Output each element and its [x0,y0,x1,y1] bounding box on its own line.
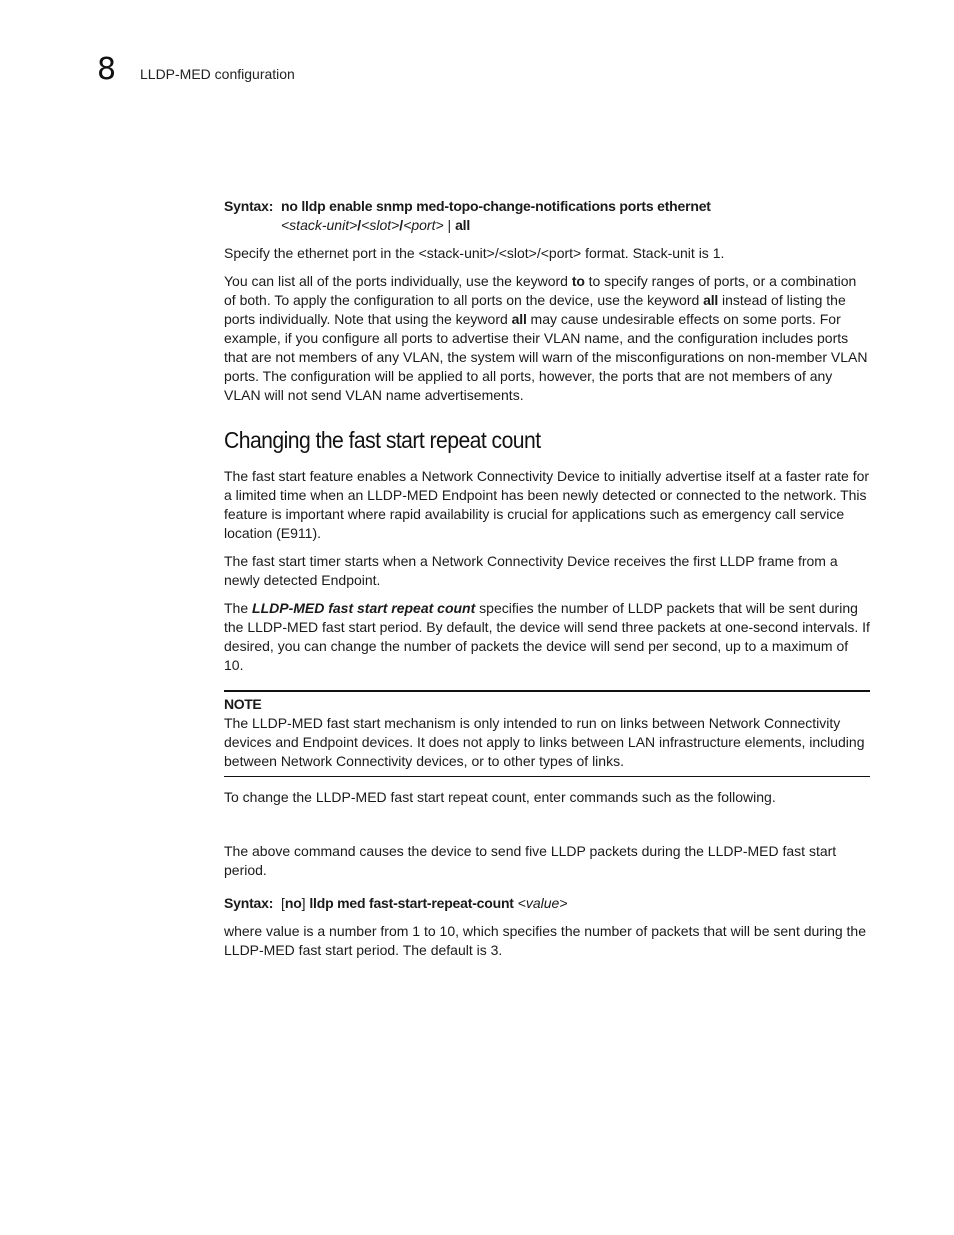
syntax-label: Syntax: [224,198,274,214]
text-run: The [224,600,253,616]
keyword-all: all [511,311,527,327]
text-run: instead of listing the ports individually. Note that using the keyword [224,292,846,327]
chapter-title: LLDP-MED configuration [140,66,295,82]
syntax-block-1 [224,197,870,235]
syntax-command: no lldp enable snmp med-topo-change-notifications ports ethernet [280,198,711,214]
param-slot: <slot> [361,217,400,233]
paragraph-change-instruction: To change the LLDP-MED fast start repeat count, enter commands such as the following. [224,789,776,805]
syntax-bracket-close: ] [301,895,306,911]
syntax-params [224,216,870,235]
param-pipe: | [443,217,456,233]
paragraph-port-list [224,272,870,405]
paragraph-fast-start-timer: The fast start timer starts when a Network Connectivity Device receives the first LLDP frame from a newly detected Endpoint. [224,553,838,588]
code-example-spacer [224,816,870,842]
note-text: The LLDP-MED fast start mechanism is only intended to run on links between Network Connectivity devices and Endpoint devices. It does not apply to links between LAN infrastructure elements, including between Network Connectivity devices, or to other types of links. [224,715,865,769]
main-content [224,197,870,969]
text-run: to specify ranges of ports, or a combination of both. To apply the configuration to all ports on the device, use the keyword [224,273,857,308]
param-port: <port> [403,217,444,233]
param-keyword-all: all [455,217,471,233]
paragraph-port-format: Specify the ethernet port in the <stack-unit>/<slot>/<port> format. Stack-unit is 1. [224,245,725,261]
text-run: specifies the number of LLDP packets that will be sent during the LLDP-MED fast start period. By default, the device will send three packets at one-second intervals. If desired, you can change the number of packets the device will send per second, up to a maximum of 10. [224,600,870,673]
text-run: may cause undesirable effects on some ports. For example, if you configure all ports to advertise their VLAN name, and the configuration includes ports that are not members of any VLAN, the system will warn of the misconfigurations on non-member VLAN ports. The configuration will be applied to all ports, however, the ports that are not members of any VLAN will not send VLAN name advertisements. [224,311,868,403]
param-slash: / [357,217,362,233]
section-heading: Changing the fast start repeat count [224,427,541,453]
note-box [224,690,870,777]
param-stack-unit: <stack-unit> [281,217,358,233]
term-repeat-count: LLDP-MED fast start repeat count [252,600,476,616]
chapter-number: 8 [97,52,117,87]
paragraph-fast-start-feature: The fast start feature enables a Network Connectivity Device to initially advertise itself at a faster rate for a limited time when an LLDP-MED Endpoint has been newly detected or connected to the network. This feature is important where rapid availability is crucial for applications such as emergency call service location (E911). [224,468,870,541]
syntax-bracket-open: [ [280,895,285,911]
paragraph-value-description: where value is a number from 1 to 10, which specifies the number of packets that will be sent during the LLDP-MED fast start period. The default is 3. [224,923,867,958]
syntax-block-2 [224,894,870,913]
paragraph-command-effect: The above command causes the device to send five LLDP packets during the LLDP-MED fast start period. [224,843,837,878]
text-run: You can list all of the ports individually, use the keyword [224,273,572,289]
syntax-label: Syntax: [224,895,274,911]
syntax-no: no [284,895,302,911]
paragraph-repeat-count [224,599,870,675]
param-slash: / [399,217,404,233]
note-label: NOTE [224,696,262,712]
syntax-command: lldp med fast-start-repeat-count [309,895,514,911]
keyword-all: all [703,292,719,308]
param-value: <value> [517,895,568,911]
keyword-to: to [571,273,585,289]
